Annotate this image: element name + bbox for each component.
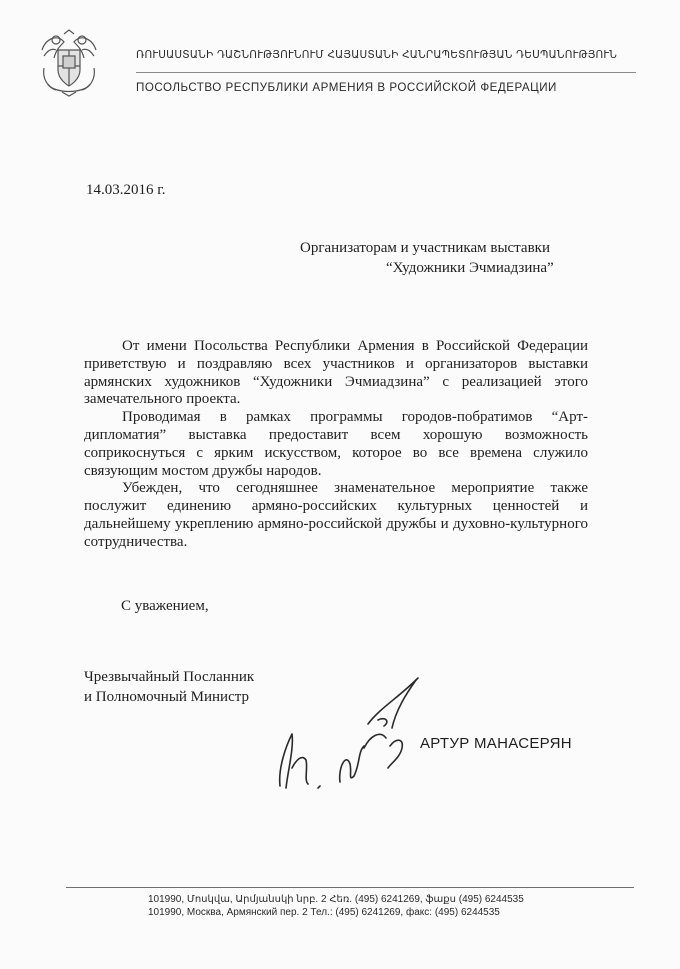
body-paragraph-2: Проводимая в рамках программы городов-побратимов “Арт-дипломатия” выставка предоставит всем хорошую возможность соприкоснуться с ярким искусством, которое во все времена служило связующим мостом дружбы народов. <box>84 409 588 479</box>
addressee-line-2: “Художники Эчмиадзина” <box>386 260 554 276</box>
footer-divider <box>66 887 634 888</box>
signer-name: АРТУР МАНАСЕРЯН <box>420 735 572 752</box>
closing-salutation: С уважением, <box>121 598 209 614</box>
handwritten-signature <box>268 668 428 808</box>
letter-body <box>84 338 588 552</box>
body-paragraph-1: От имени Посольства Республики Армения в Российской Федерации приветствую и поздравляю всех участников и организаторов выставки армянских художников “Художники Эчмиадзина” с реализацией этого замечательного проекта. <box>84 338 588 408</box>
letterhead-divider <box>136 72 636 73</box>
letterhead-armenian-title: ՌՈՒՍԱՍՏԱՆԻ ԴԱՇՆՈՒԹՅՈՒՆՈՒՄ ՀԱՅԱՍՏԱՆԻ ՀԱՆՐԱՊԵՏՈՒԹՅԱՆ ԴԵՍՊԱՆՈՒԹՅՈՒՆ <box>136 49 618 61</box>
addressee <box>300 238 590 278</box>
letterhead-russian-title: ПОСОЛЬСТВО РЕСПУБЛИКИ АРМЕНИЯ В РОССИЙСКОЙ ФЕДЕРАЦИИ <box>136 81 557 94</box>
signer-title-line-2: и Полномочный Министр <box>84 689 249 705</box>
coat-of-arms-icon <box>34 28 104 98</box>
letter-date: 14.03.2016 г. <box>86 182 166 198</box>
signer-title <box>84 667 254 707</box>
footer-address <box>148 893 608 919</box>
footer-armenian-address: 101990, Մոսկվա, Արմյանսկի նրբ. 2 Հեռ. (495) 6241269, ֆաքս (495) 6244535 <box>148 894 524 905</box>
body-paragraph-3: Убежден, что сегодняшнее знаменательное мероприятие также послужит единению армяно-российских культурных ценностей и дальнейшему укреплению армяно-российской дружбы и духовно-культурного сотрудничества. <box>84 480 588 550</box>
footer-russian-address: 101990, Москва, Армянский пер. 2 Тел.: (495) 6241269, факс: (495) 6244535 <box>148 907 500 918</box>
addressee-line-1: Организаторам и участникам выставки <box>300 240 550 256</box>
signer-title-line-1: Чрезвычайный Посланник <box>84 669 255 685</box>
